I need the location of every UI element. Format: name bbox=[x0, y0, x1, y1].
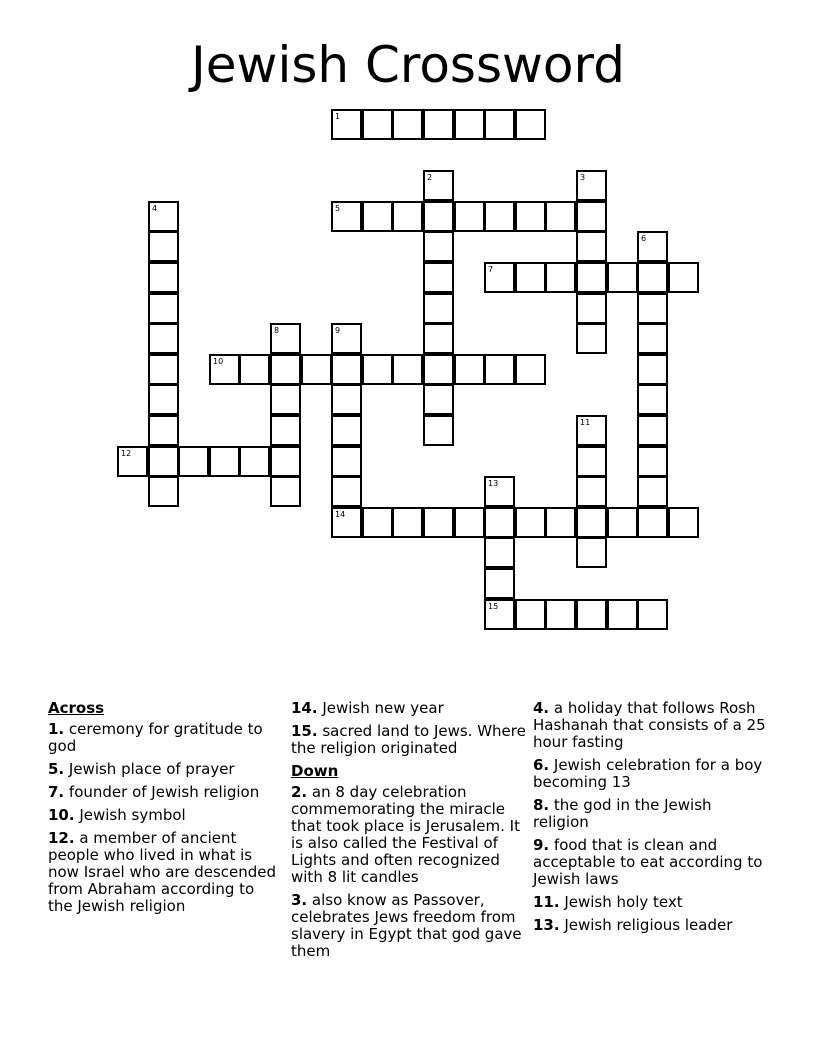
across-clue-list bbox=[48, 721, 283, 915]
clue-text: founder of Jewish religion bbox=[64, 783, 260, 801]
grid-cell[interactable] bbox=[637, 323, 668, 354]
down-clue-list bbox=[291, 784, 526, 960]
grid-cell[interactable] bbox=[484, 568, 515, 599]
clue-number: 10. bbox=[48, 806, 75, 824]
cell-number: 9 bbox=[335, 326, 341, 335]
grid-cell[interactable] bbox=[484, 537, 515, 568]
grid-cell[interactable] bbox=[637, 476, 668, 507]
grid-cell[interactable] bbox=[576, 293, 607, 324]
grid-cell[interactable] bbox=[576, 323, 607, 354]
clue-number: 5. bbox=[48, 760, 65, 778]
grid-cell[interactable] bbox=[331, 109, 362, 140]
cell-number: 10 bbox=[213, 357, 224, 366]
grid-cell[interactable] bbox=[270, 384, 301, 415]
grid-cell[interactable] bbox=[362, 109, 393, 140]
grid-cell[interactable] bbox=[117, 446, 148, 477]
grid-cell[interactable] bbox=[148, 201, 179, 232]
clue-text: also know as Passover, celebrates Jews freedom from slavery in Egypt that god gave them bbox=[291, 891, 522, 960]
clue bbox=[533, 757, 768, 791]
grid-cell[interactable] bbox=[484, 201, 515, 232]
grid-cell[interactable] bbox=[607, 262, 638, 293]
cell-number: 15 bbox=[488, 602, 499, 611]
grid-cell[interactable] bbox=[423, 415, 454, 446]
clues-column-1 bbox=[48, 700, 283, 921]
grid-cell[interactable] bbox=[484, 262, 515, 293]
grid-cell[interactable] bbox=[484, 476, 515, 507]
grid-cell[interactable] bbox=[576, 599, 607, 630]
clue-text: the god in the Jewish religion bbox=[533, 796, 712, 831]
cell-number: 11 bbox=[580, 418, 591, 427]
clue-number: 9. bbox=[533, 836, 550, 854]
clue bbox=[533, 917, 768, 934]
grid-cell[interactable] bbox=[576, 231, 607, 262]
grid-cell[interactable] bbox=[270, 354, 301, 385]
clue bbox=[291, 892, 526, 960]
grid-cell[interactable] bbox=[331, 384, 362, 415]
grid-cell[interactable] bbox=[362, 201, 393, 232]
grid-cell[interactable] bbox=[637, 231, 668, 262]
clue bbox=[533, 894, 768, 911]
grid-cell[interactable] bbox=[668, 262, 699, 293]
grid-cell[interactable] bbox=[637, 507, 668, 538]
cell-number: 14 bbox=[335, 510, 346, 519]
grid-cell[interactable] bbox=[576, 476, 607, 507]
grid-cell[interactable] bbox=[331, 201, 362, 232]
grid-cell[interactable] bbox=[607, 507, 638, 538]
grid-cell[interactable] bbox=[362, 354, 393, 385]
grid-cell[interactable] bbox=[515, 262, 546, 293]
grid-cell[interactable] bbox=[576, 507, 607, 538]
grid-cell[interactable] bbox=[637, 293, 668, 324]
grid-cell[interactable] bbox=[148, 323, 179, 354]
grid-cell[interactable] bbox=[637, 446, 668, 477]
cell-number: 5 bbox=[335, 204, 341, 213]
grid-cell[interactable] bbox=[484, 109, 515, 140]
clue-text: an 8 day celebration commemorating the miracle that took place is Jerusalem. It is also called the Festival of Lights and often recognized with 8 lit candles bbox=[291, 783, 520, 886]
grid-cell[interactable] bbox=[209, 354, 240, 385]
cell-number: 4 bbox=[152, 204, 158, 213]
grid-cell[interactable] bbox=[331, 323, 362, 354]
grid-cell[interactable] bbox=[576, 170, 607, 201]
grid-cell[interactable] bbox=[392, 201, 423, 232]
clues-column-3 bbox=[533, 700, 768, 940]
grid-cell[interactable] bbox=[668, 507, 699, 538]
across-header: Across bbox=[48, 699, 105, 717]
grid-cell[interactable] bbox=[637, 599, 668, 630]
cell-number: 6 bbox=[641, 234, 647, 243]
clue bbox=[291, 700, 526, 717]
clue bbox=[48, 830, 283, 915]
cell-number: 1 bbox=[335, 112, 341, 121]
clue bbox=[48, 761, 283, 778]
grid-cell[interactable] bbox=[270, 323, 301, 354]
clue bbox=[48, 721, 283, 755]
grid-cell[interactable] bbox=[148, 262, 179, 293]
grid-cell[interactable] bbox=[545, 507, 576, 538]
clue bbox=[533, 837, 768, 888]
clue-text: Jewish new year bbox=[317, 699, 444, 717]
clues-column-2 bbox=[291, 700, 526, 966]
down-clue-list-continued bbox=[533, 700, 768, 934]
grid-cell[interactable] bbox=[423, 231, 454, 262]
clue-text: Jewish symbol bbox=[74, 806, 186, 824]
grid-cell[interactable] bbox=[362, 507, 393, 538]
grid-cell[interactable] bbox=[484, 599, 515, 630]
cell-number: 7 bbox=[488, 265, 494, 274]
clue-text: ceremony for gratitude to god bbox=[48, 720, 263, 755]
clue bbox=[291, 784, 526, 886]
clue bbox=[48, 784, 283, 801]
grid-cell[interactable] bbox=[239, 446, 270, 477]
across-clue-list-continued bbox=[291, 700, 526, 757]
grid-cell[interactable] bbox=[545, 599, 576, 630]
grid-cell[interactable] bbox=[576, 201, 607, 232]
grid-cell[interactable] bbox=[637, 415, 668, 446]
cell-number: 2 bbox=[427, 173, 433, 182]
grid-cell[interactable] bbox=[454, 507, 485, 538]
cell-number: 8 bbox=[274, 326, 280, 335]
page-title: Jewish Crossword bbox=[191, 36, 625, 94]
grid-cell[interactable] bbox=[148, 354, 179, 385]
grid-cell[interactable] bbox=[270, 415, 301, 446]
clue-text: Jewish holy text bbox=[559, 893, 683, 911]
grid-cell[interactable] bbox=[576, 415, 607, 446]
grid-cell[interactable] bbox=[576, 262, 607, 293]
clue-number: 1. bbox=[48, 720, 65, 738]
clue-number: 12. bbox=[48, 829, 75, 847]
cell-number: 12 bbox=[121, 449, 132, 458]
grid-cell[interactable] bbox=[515, 507, 546, 538]
clue-number: 8. bbox=[533, 796, 550, 814]
grid-cell[interactable] bbox=[454, 109, 485, 140]
clue-text: sacred land to Jews. Where the religion originated bbox=[291, 722, 526, 757]
grid-cell[interactable] bbox=[484, 507, 515, 538]
clue-number: 3. bbox=[291, 891, 308, 909]
grid-cell[interactable] bbox=[423, 323, 454, 354]
grid-cell[interactable] bbox=[637, 384, 668, 415]
grid-cell[interactable] bbox=[209, 446, 240, 477]
clue-text: a holiday that follows Rosh Hashanah that consists of a 25 hour fasting bbox=[533, 699, 766, 751]
grid-cell[interactable] bbox=[484, 354, 515, 385]
grid-cell[interactable] bbox=[423, 109, 454, 140]
clue bbox=[533, 700, 768, 751]
grid-cell[interactable] bbox=[454, 201, 485, 232]
clue bbox=[48, 807, 283, 824]
clue-number: 2. bbox=[291, 783, 308, 801]
cell-number: 3 bbox=[580, 173, 586, 182]
grid-cell[interactable] bbox=[515, 201, 546, 232]
grid-cell[interactable] bbox=[423, 170, 454, 201]
grid-cell[interactable] bbox=[270, 476, 301, 507]
grid-cell[interactable] bbox=[331, 476, 362, 507]
clue-text: Jewish place of prayer bbox=[64, 760, 235, 778]
grid-cell[interactable] bbox=[423, 354, 454, 385]
grid-cell[interactable] bbox=[637, 354, 668, 385]
clue-text: a member of ancient people who lived in what is now Israel who are descended from Abraham according to the Jewish religion bbox=[48, 829, 277, 915]
clue bbox=[291, 723, 526, 757]
cell-number: 13 bbox=[488, 479, 499, 488]
grid-cell[interactable] bbox=[607, 599, 638, 630]
grid-cell[interactable] bbox=[331, 507, 362, 538]
clue bbox=[533, 797, 768, 831]
grid-cell[interactable] bbox=[331, 446, 362, 477]
grid-cell[interactable] bbox=[178, 446, 209, 477]
grid-cell[interactable] bbox=[331, 415, 362, 446]
grid-cell[interactable] bbox=[148, 293, 179, 324]
grid-cell[interactable] bbox=[148, 384, 179, 415]
grid-cell[interactable] bbox=[454, 354, 485, 385]
grid-cell[interactable] bbox=[392, 507, 423, 538]
grid-cell[interactable] bbox=[576, 446, 607, 477]
grid-cell[interactable] bbox=[148, 415, 179, 446]
clue-text: Jewish religious leader bbox=[559, 916, 733, 934]
grid-cell[interactable] bbox=[423, 201, 454, 232]
clue-text: Jewish celebration for a boy becoming 13 bbox=[533, 756, 763, 791]
grid-cell[interactable] bbox=[148, 476, 179, 507]
clue-number: 15. bbox=[291, 722, 318, 740]
grid-cell[interactable] bbox=[515, 354, 546, 385]
grid-cell[interactable] bbox=[148, 446, 179, 477]
grid-cell[interactable] bbox=[576, 537, 607, 568]
grid-cell[interactable] bbox=[301, 354, 332, 385]
clue-number: 11. bbox=[533, 893, 560, 911]
grid-cell[interactable] bbox=[423, 507, 454, 538]
down-header: Down bbox=[291, 762, 339, 780]
grid-cell[interactable] bbox=[515, 599, 546, 630]
grid-cell[interactable] bbox=[423, 293, 454, 324]
grid-cell[interactable] bbox=[423, 262, 454, 293]
clue-number: 7. bbox=[48, 783, 65, 801]
grid-cell[interactable] bbox=[515, 109, 546, 140]
grid-cell[interactable] bbox=[392, 109, 423, 140]
grid-cell[interactable] bbox=[270, 446, 301, 477]
grid-cell[interactable] bbox=[331, 354, 362, 385]
grid-cell[interactable] bbox=[239, 354, 270, 385]
grid-cell[interactable] bbox=[423, 384, 454, 415]
grid-cell[interactable] bbox=[392, 354, 423, 385]
grid-cell[interactable] bbox=[545, 262, 576, 293]
clue-number: 4. bbox=[533, 699, 550, 717]
clue-number: 13. bbox=[533, 916, 560, 934]
clue-number: 6. bbox=[533, 756, 550, 774]
grid-cell[interactable] bbox=[637, 262, 668, 293]
grid-cell[interactable] bbox=[545, 201, 576, 232]
clue-text: food that is clean and acceptable to eat according to Jewish laws bbox=[533, 836, 763, 888]
grid-cell[interactable] bbox=[148, 231, 179, 262]
clue-number: 14. bbox=[291, 699, 318, 717]
